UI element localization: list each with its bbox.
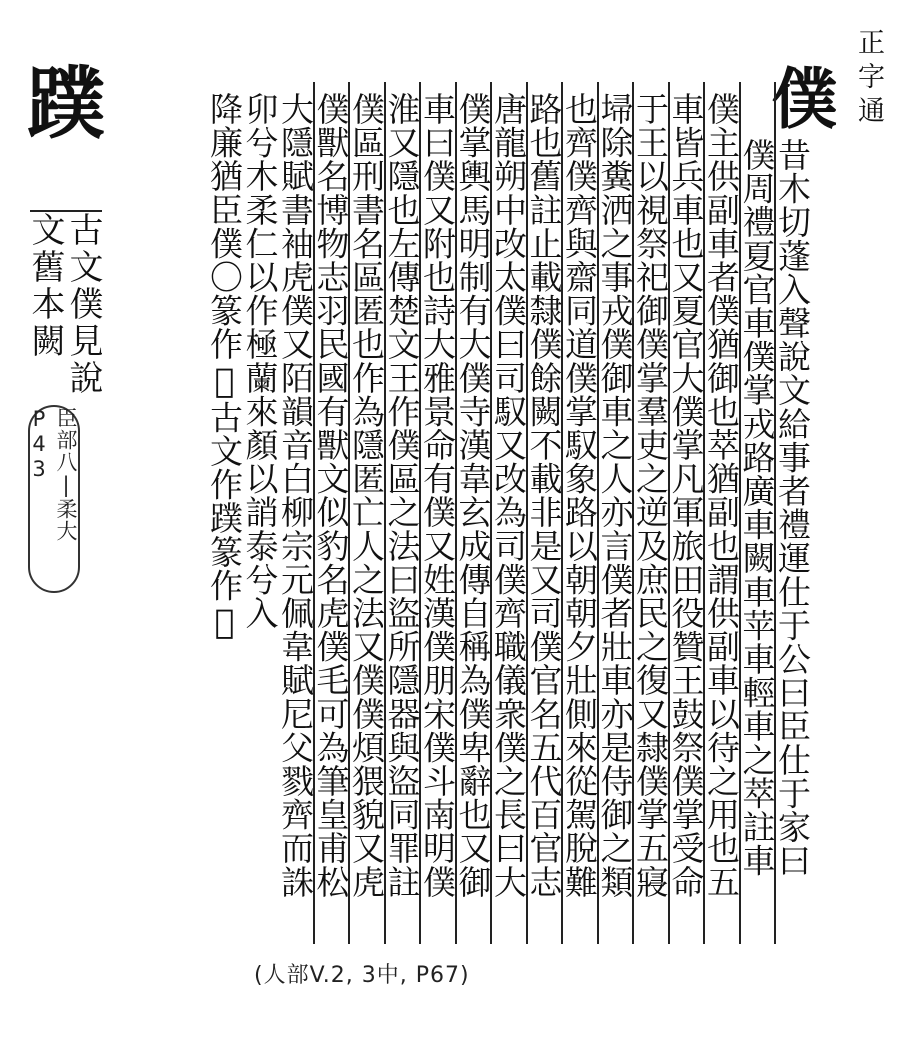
note-line-2: 文舊本闕 (25, 212, 65, 360)
text-column: 車曰僕又附也詩大雅景命有僕又姓漢僕朋宋僕斗南明僕 (418, 92, 457, 899)
text-column: 僕區刑書名區匿也作為隱匿亡人之法又僕僕煩猥貌又虎 (347, 92, 386, 899)
handwritten-reference-note: 臣部八|柔大P43 (28, 405, 80, 593)
text-column: 僕周禮夏官車僕掌戎路廣車闕車苹車輕車之萃註車 (737, 138, 777, 878)
text-column: 僕獸名博物志羽民國有獸文似豹名虎僕毛可為筆皇甫松 (311, 92, 351, 899)
handwritten-reference-bottom: (人部V.2, 3中, P67) (254, 963, 470, 988)
text-column: 降廉猶臣僕〇篆作𠈒古文作蹼篆作𠈒 (205, 92, 244, 642)
text-column: 也齊僕齊與齋同道僕掌馭象路以朝朝夕壯側來從駕脫難 (560, 92, 599, 899)
text-column: 車皆兵車也又夏官大僕掌凡軍旅田役贊王鼓祭僕掌受命 (666, 92, 706, 899)
note-line-1: 古文僕見說 (63, 212, 103, 397)
text-column: 埽除糞洒之事戎僕御車之人亦言僕者壯車亦是侍御之類 (595, 92, 635, 899)
text-column: 于王以視祭祀御僕掌羣吏之逆及庶民之復又隸僕掌五寢 (631, 92, 670, 899)
text-column: 僕掌輿馬明制有大僕寺漢韋玄成傳自稱為僕卑辭也又御 (453, 92, 493, 899)
book-title-label: 正字通 (853, 28, 884, 130)
side-entry-character: 蹼 (14, 62, 105, 140)
entry-head-character: 僕 (760, 64, 838, 130)
text-column: 淮又隱也左傳楚文王作僕區之法曰盜所隱器與盜同罪註 (382, 92, 422, 899)
text-column: 大隱賦書袖虎僕又陌韻音白柳宗元佩韋賦尼父戮齊而誅 (276, 92, 315, 899)
text-column: 昔木切蓬入聲說文給事者禮運仕于公曰臣仕于家曰 (773, 138, 812, 878)
text-column: 卯兮木柔仁以作極蘭來顏以誚泰兮入 (240, 92, 280, 630)
text-column: 唐龍朔中改太僕曰司馭又改為司僕齊職儀衆僕之長曰大 (489, 92, 528, 899)
text-column: 路也舊註止載隸僕餘闕不載非是又司僕官名五代百官志 (524, 92, 564, 899)
text-column: 僕主供副車者僕猶御也萃猶副也謂供副車以待之用也五 (702, 92, 741, 899)
